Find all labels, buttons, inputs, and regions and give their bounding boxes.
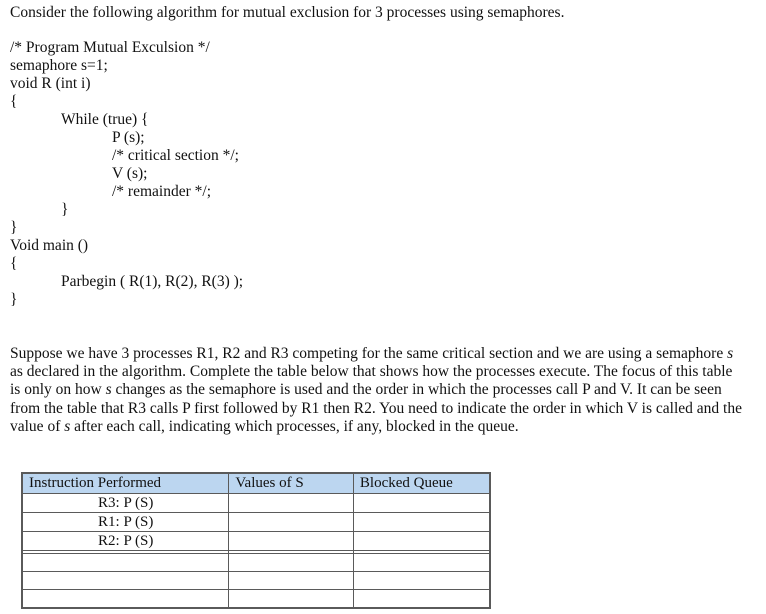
semaphore-var-2: s <box>105 381 112 399</box>
code-close-brace: } <box>10 219 18 236</box>
values-cell[interactable] <box>229 572 354 590</box>
paragraph-part-3: changes as the semaphore is used and the order in which the processes call P and V. It can be seen from the table that R3 calls P first followed by R1 then R2. You need to indicate the order in which V is called and the value of <box>10 381 742 435</box>
values-cell[interactable] <box>229 554 354 572</box>
code-close-brace-main: } <box>10 291 18 308</box>
header-blocked-queue: Blocked Queue <box>353 473 490 494</box>
instruction-cell-empty[interactable] <box>22 554 229 572</box>
intro-text: Consider the following algorithm for mutual exclusion for 3 processes using semaphores. <box>10 4 565 21</box>
semaphore-table <box>21 472 491 609</box>
queue-cell[interactable] <box>353 590 490 609</box>
instruction-cell: R1: P (S) <box>22 513 229 532</box>
code-void-main: Void main () <box>10 237 89 254</box>
code-critical-section: /* critical section */; <box>112 147 239 164</box>
queue-cell[interactable] <box>353 513 490 532</box>
code-semaphore-decl: semaphore s=1; <box>10 57 108 74</box>
instruction-cell: R3: P (S) <box>22 494 229 513</box>
values-cell[interactable] <box>229 590 354 609</box>
table-row <box>22 532 490 551</box>
instruction-cell-empty[interactable] <box>22 572 229 590</box>
table-row-empty <box>22 572 490 590</box>
code-p-s: P (s); <box>112 129 145 146</box>
header-values-of-s: Values of S <box>229 473 354 494</box>
queue-cell[interactable] <box>353 532 490 551</box>
table-row <box>22 494 490 513</box>
values-cell[interactable] <box>229 532 354 551</box>
table-row <box>22 513 490 532</box>
values-cell[interactable] <box>229 513 354 532</box>
instruction-cell: R2: P (S) <box>22 532 229 551</box>
code-void-r: void R (int i) <box>10 75 91 92</box>
code-parbegin: Parbegin ( R(1), R(2), R(3) ); <box>61 273 244 290</box>
header-instruction: Instruction Performed <box>22 473 229 494</box>
code-comment-title: /* Program Mutual Exculsion */ <box>10 39 210 56</box>
code-inner-close-brace: } <box>61 201 69 218</box>
table-row-empty <box>22 554 490 572</box>
values-cell[interactable] <box>229 494 354 513</box>
table-header-row <box>22 473 490 494</box>
queue-cell[interactable] <box>353 554 490 572</box>
code-v-s: V (s); <box>112 165 148 182</box>
table-row-empty <box>22 590 490 609</box>
queue-cell[interactable] <box>353 572 490 590</box>
code-while: While (true) { <box>61 111 149 128</box>
instructions-paragraph <box>10 345 745 436</box>
paragraph-part-2: as declared in the algorithm. Complete the table below that shows how the processes execute. The focus of this table is only on how <box>10 363 733 399</box>
code-remainder: /* remainder */; <box>112 183 211 200</box>
semaphore-var-1: s <box>727 345 734 362</box>
paragraph-part-4: after each call, indicating which processes, if any, blocked in the queue. <box>70 417 519 435</box>
queue-cell[interactable] <box>353 494 490 513</box>
code-open-brace-main: { <box>10 255 18 272</box>
instruction-cell-empty[interactable] <box>22 590 229 609</box>
paragraph-part-1: Suppose we have 3 processes R1, R2 and R3 competing for the same critical section and we are using a semaphore <box>10 345 728 362</box>
semaphore-var-3: s <box>64 417 71 435</box>
code-open-brace: { <box>10 93 18 110</box>
